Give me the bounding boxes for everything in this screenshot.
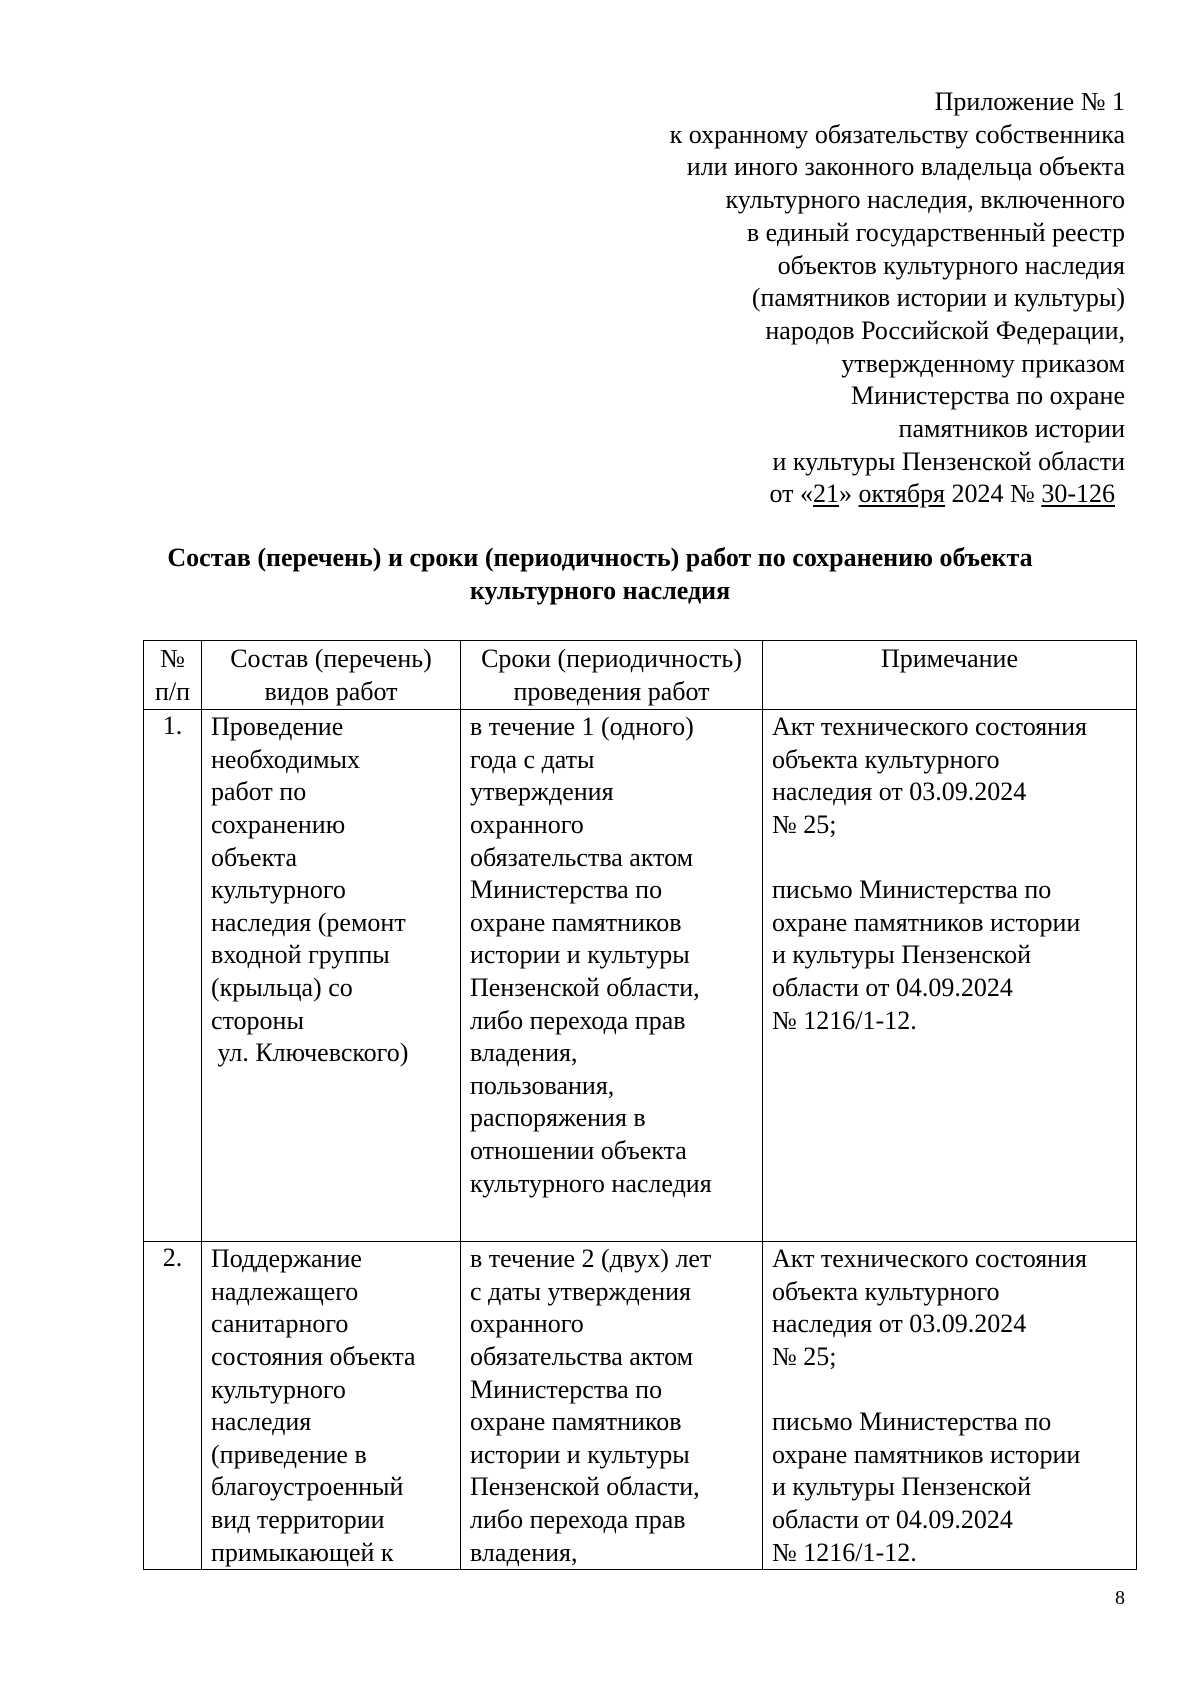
- date-mid: »: [839, 479, 859, 509]
- order-number: 30-126: [1041, 479, 1115, 509]
- page-number: 8: [1115, 1587, 1125, 1609]
- title-line: культурного наследия: [469, 576, 731, 605]
- date-month: октября: [858, 479, 946, 509]
- terms-cell: в течение 2 (двух) лет с даты утверждения охранного обязательства актом Министерства по охране памятников истории и культуры Пензенской области, либо перехода прав владения,: [461, 1242, 763, 1570]
- header-num: № п/п: [144, 641, 202, 710]
- appendix-line: Приложение № 1: [934, 87, 1125, 116]
- appendix-line: и культуры Пензенской области: [772, 446, 1125, 476]
- header-works: Состав (перечень) видов работ: [202, 641, 461, 710]
- header-note: Примечание: [763, 641, 1137, 710]
- date-year: 2024 №: [945, 479, 1042, 509]
- appendix-header: [670, 86, 1125, 511]
- header-terms: Сроки (периодичность) проведения работ: [461, 641, 763, 710]
- appendix-line: к охранному обязательству собственника: [669, 119, 1125, 149]
- works-table: [143, 640, 1137, 1570]
- document-title: [130, 541, 1070, 607]
- appendix-line: Министерства по охране: [851, 381, 1125, 411]
- title-line: Состав (перечень) и сроки (периодичность) работ по сохранению объекта: [167, 543, 1033, 572]
- note-cell: Акт технического состояния объекта культурного наследия от 03.09.2024 № 25; письмо Министерства по охране памятников истории и культуры Пензенской области от 04.09.2024 № 1216/1-12.: [763, 1242, 1137, 1570]
- paragraph-gap: [772, 1374, 1127, 1407]
- note-cell: Акт технического состояния объекта культурного наследия от 03.09.2024 № 25; письмо Министерства по охране памятников истории и культуры Пензенской области от 04.09.2024 № 1216/1-12.: [763, 710, 1137, 1242]
- appendix-line: (памятников истории и культуры): [751, 283, 1125, 313]
- appendix-date-line: [670, 478, 1125, 511]
- date-prefix: от «: [769, 479, 814, 509]
- paragraph-gap: [772, 842, 1127, 875]
- terms-cell: в течение 1 (одного) года с даты утверждения охранного обязательства актом Министерства по охране памятников истории и культуры Пензенской области, либо перехода прав владения, пользования, распоряжения в отношении объекта культурного наследия: [461, 710, 763, 1242]
- appendix-line: утвержденному приказом: [841, 348, 1125, 378]
- appendix-line: в единый государственный реестр: [746, 217, 1125, 247]
- table-row: [144, 1242, 1137, 1570]
- appendix-line: народов Российской Федерации,: [765, 315, 1125, 345]
- row-number: 2.: [144, 1242, 202, 1570]
- appendix-line: или иного законного владельца объекта: [686, 152, 1125, 182]
- appendix-line: памятников истории: [898, 414, 1125, 444]
- appendix-line: культурного наследия, включенного: [725, 185, 1125, 215]
- row-number: 1.: [144, 710, 202, 1242]
- table-header-row: [144, 641, 1137, 710]
- appendix-line: объектов культурного наследия: [777, 250, 1125, 280]
- table-row: [144, 710, 1137, 1242]
- works-cell: Поддержание надлежащего санитарного состояния объекта культурного наследия (приведение в благоустроенный вид территории примыкающей к: [202, 1242, 461, 1570]
- works-cell: Проведение необходимых работ по сохранению объекта культурного наследия (ремонт входной группы (крыльца) со стороны ул. Ключевского): [202, 710, 461, 1242]
- date-day: 21: [813, 479, 840, 509]
